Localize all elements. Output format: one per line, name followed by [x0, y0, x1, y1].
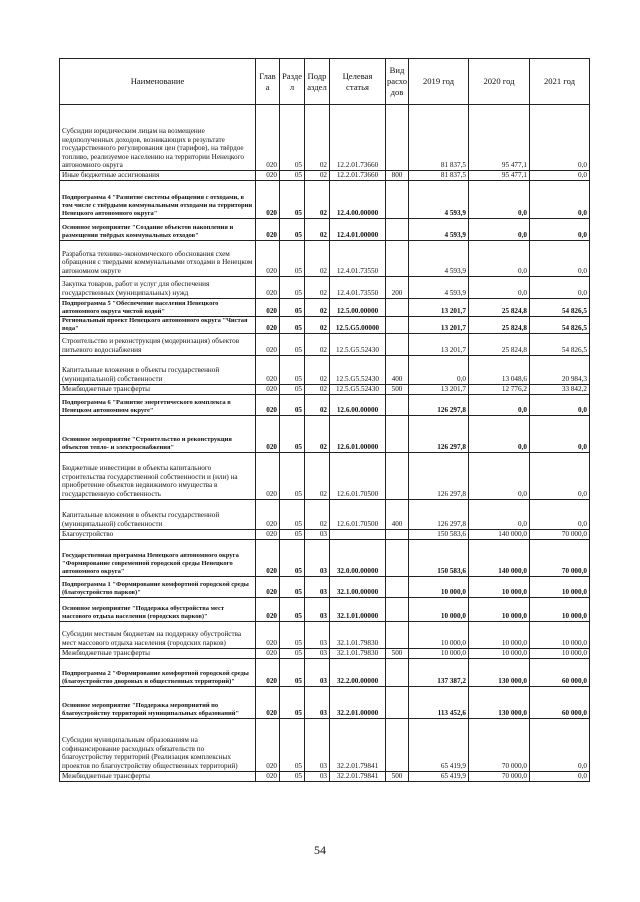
cell-2021: 70 000,0 — [530, 529, 590, 539]
cell-2019: 10 000,0 — [409, 648, 469, 658]
cell-podrazdel: 02 — [305, 452, 330, 499]
cell-razdel: 05 — [280, 452, 305, 499]
cell-2020: 0,0 — [469, 499, 530, 529]
cell-podrazdel: 03 — [305, 539, 330, 576]
cell-2020: 140 000,0 — [469, 529, 530, 539]
cell-target: 32.2.01.00000 — [330, 686, 386, 718]
cell-2020: 0,0 — [469, 276, 530, 298]
table-row — [60, 105, 590, 171]
cell-2021: 0,0 — [530, 499, 590, 529]
cell-name: Подпрограмма 5 "Обеспечение населения Ненецкого автономного округа чистой водой" — [60, 298, 256, 316]
header-podrazdel: Подр аздел — [305, 59, 330, 105]
cell-razdel: 05 — [280, 576, 305, 597]
cell-vid — [386, 452, 409, 499]
cell-vid — [386, 718, 409, 771]
cell-podrazdel: 02 — [305, 180, 330, 218]
cell-name: Межбюджетные трансферты — [60, 771, 256, 781]
cell-2020: 0,0 — [469, 180, 530, 218]
table-row — [60, 394, 590, 415]
cell-name: Основное мероприятие "Создание объектов накопления и размещения твёрдых коммунальных отходов" — [60, 218, 256, 240]
cell-podrazdel: 02 — [305, 333, 330, 355]
cell-2019: 0,0 — [409, 355, 469, 384]
cell-razdel: 05 — [280, 180, 305, 218]
cell-glava: 020 — [256, 240, 280, 276]
header-2021: 2021 год — [530, 59, 590, 105]
table-row — [60, 529, 590, 539]
cell-glava: 020 — [256, 384, 280, 394]
cell-vid — [386, 529, 409, 539]
table-row — [60, 298, 590, 316]
cell-target: 12.2.01.73660 — [330, 105, 386, 171]
cell-name: Основное мероприятие "Поддержка обустройства мест массового отдыха населения (городских парков)" — [60, 597, 256, 621]
cell-podrazdel: 02 — [305, 171, 330, 181]
cell-target: 12.4.01.00000 — [330, 218, 386, 240]
cell-vid: 500 — [386, 384, 409, 394]
table-row — [60, 276, 590, 298]
cell-podrazdel: 02 — [305, 415, 330, 452]
cell-name: Капитальные вложения в объекты государственной (муниципальной) собственности — [60, 355, 256, 384]
cell-2021: 10 000,0 — [530, 576, 590, 597]
cell-glava: 020 — [256, 333, 280, 355]
cell-razdel: 05 — [280, 621, 305, 648]
cell-podrazdel: 03 — [305, 621, 330, 648]
cell-podrazdel: 02 — [305, 276, 330, 298]
cell-razdel: 05 — [280, 316, 305, 333]
cell-2021: 0,0 — [530, 276, 590, 298]
header-vid: Вид расхо дов — [386, 59, 409, 105]
cell-2019: 126 297,8 — [409, 452, 469, 499]
cell-2021: 0,0 — [530, 415, 590, 452]
cell-razdel: 05 — [280, 218, 305, 240]
cell-target: 32.1.00.00000 — [330, 576, 386, 597]
cell-target: 32.2.00.00000 — [330, 658, 386, 686]
table-row — [60, 452, 590, 499]
cell-2021: 54 826,5 — [530, 316, 590, 333]
cell-name: Подпрограмма 4 "Развитие системы обращения с отходами, в том числе с твёрдыми коммунальными отходами на территории Ненецкого автономного округа" — [60, 180, 256, 218]
cell-glava: 020 — [256, 218, 280, 240]
cell-razdel: 05 — [280, 771, 305, 781]
cell-razdel: 05 — [280, 276, 305, 298]
cell-2020: 10 000,0 — [469, 576, 530, 597]
cell-podrazdel: 02 — [305, 499, 330, 529]
cell-podrazdel: 02 — [305, 316, 330, 333]
cell-razdel: 05 — [280, 648, 305, 658]
cell-glava: 020 — [256, 452, 280, 499]
table-row — [60, 539, 590, 576]
cell-glava: 020 — [256, 648, 280, 658]
cell-vid — [386, 218, 409, 240]
cell-podrazdel: 03 — [305, 658, 330, 686]
page-number: 54 — [314, 843, 326, 857]
cell-2020: 0,0 — [469, 218, 530, 240]
cell-podrazdel: 02 — [305, 105, 330, 171]
cell-razdel: 05 — [280, 686, 305, 718]
table-row — [60, 658, 590, 686]
cell-2020: 95 477,1 — [469, 105, 530, 171]
cell-podrazdel: 03 — [305, 771, 330, 781]
cell-name: Иные бюджетные ассигнования — [60, 171, 256, 181]
cell-2019: 10 000,0 — [409, 576, 469, 597]
cell-razdel: 05 — [280, 298, 305, 316]
cell-vid — [386, 394, 409, 415]
cell-target: 12.2.01.73660 — [330, 171, 386, 181]
cell-vid: 200 — [386, 276, 409, 298]
table-row — [60, 621, 590, 648]
table-row — [60, 415, 590, 452]
cell-2020: 10 000,0 — [469, 648, 530, 658]
cell-vid: 500 — [386, 771, 409, 781]
header-2020: 2020 год — [469, 59, 530, 105]
cell-2019: 13 201,7 — [409, 384, 469, 394]
cell-razdel: 05 — [280, 171, 305, 181]
cell-glava: 020 — [256, 499, 280, 529]
cell-razdel: 05 — [280, 415, 305, 452]
cell-2020: 10 000,0 — [469, 597, 530, 621]
cell-podrazdel: 03 — [305, 529, 330, 539]
cell-name: Подпрограмма 6 "Развитие энергетического комплекса в Ненецком автономном округе" — [60, 394, 256, 415]
cell-vid — [386, 105, 409, 171]
cell-2019: 65 419,9 — [409, 771, 469, 781]
cell-2021: 54 826,5 — [530, 298, 590, 316]
cell-target: 32.1.01.79830 — [330, 648, 386, 658]
table-row — [60, 333, 590, 355]
cell-2020: 25 824,8 — [469, 298, 530, 316]
cell-podrazdel: 02 — [305, 240, 330, 276]
cell-glava: 020 — [256, 539, 280, 576]
cell-vid: 800 — [386, 171, 409, 181]
cell-glava: 020 — [256, 180, 280, 218]
table-body — [60, 105, 590, 782]
cell-target — [330, 529, 386, 539]
cell-2020: 130 000,0 — [469, 686, 530, 718]
cell-glava: 020 — [256, 718, 280, 771]
header-2019: 2019 год — [409, 59, 469, 105]
cell-2019: 4 593,9 — [409, 180, 469, 218]
table-row — [60, 355, 590, 384]
cell-podrazdel: 03 — [305, 576, 330, 597]
cell-razdel: 05 — [280, 597, 305, 621]
cell-name: Субсидии местным бюджетам на поддержку обустройства мест массового отдыха населения (городских парков) — [60, 621, 256, 648]
cell-podrazdel: 02 — [305, 384, 330, 394]
cell-vid — [386, 298, 409, 316]
cell-2019: 113 452,6 — [409, 686, 469, 718]
cell-glava: 020 — [256, 529, 280, 539]
cell-2021: 70 000,0 — [530, 539, 590, 576]
cell-vid: 400 — [386, 355, 409, 384]
cell-2019: 126 297,8 — [409, 394, 469, 415]
cell-name: Подпрограмма 1 "Формирование комфортной городской среды (благоустройство парков)" — [60, 576, 256, 597]
cell-name: Основное мероприятие "Строительство и реконструкция объектов тепло- и электроснабжения" — [60, 415, 256, 452]
cell-glava: 020 — [256, 276, 280, 298]
table-row — [60, 576, 590, 597]
cell-podrazdel: 03 — [305, 597, 330, 621]
cell-name: Благоустройство — [60, 529, 256, 539]
cell-razdel: 05 — [280, 499, 305, 529]
cell-2019: 81 837,5 — [409, 105, 469, 171]
cell-vid — [386, 415, 409, 452]
table-row — [60, 771, 590, 781]
cell-name: Основное мероприятие "Поддержка мероприятий по благоустройству территорий муниципальных образований" — [60, 686, 256, 718]
cell-name: Межбюджетные трансферты — [60, 648, 256, 658]
cell-2019: 4 593,9 — [409, 240, 469, 276]
table-row — [60, 648, 590, 658]
cell-target: 12.6.01.00000 — [330, 415, 386, 452]
cell-target: 12.5.G5.52430 — [330, 355, 386, 384]
cell-name: Закупка товаров, работ и услуг для обеспечения государственных (муниципальных) нужд — [60, 276, 256, 298]
cell-name: Субсидии муниципальным образованиям на софинансирование расходных обязательств по благоустройству территорий (Реализация комплексных проектов по благоустройству общественных территорий) — [60, 718, 256, 771]
cell-2019: 65 419,9 — [409, 718, 469, 771]
cell-glava: 020 — [256, 316, 280, 333]
cell-glava: 020 — [256, 621, 280, 648]
cell-2019: 137 387,2 — [409, 658, 469, 686]
header-target: Целевая статья — [330, 59, 386, 105]
cell-2019: 13 201,7 — [409, 298, 469, 316]
cell-target: 12.4.01.73550 — [330, 276, 386, 298]
cell-target: 12.5.G5.00000 — [330, 316, 386, 333]
cell-2020: 0,0 — [469, 452, 530, 499]
cell-podrazdel: 02 — [305, 298, 330, 316]
table-row — [60, 240, 590, 276]
cell-2019: 150 583,6 — [409, 529, 469, 539]
cell-glava: 020 — [256, 658, 280, 686]
cell-name: Строительство и реконструкция (модернизация) объектов питьевого водоснабжения — [60, 333, 256, 355]
cell-2020: 12 776,2 — [469, 384, 530, 394]
cell-podrazdel: 02 — [305, 394, 330, 415]
cell-2021: 33 842,2 — [530, 384, 590, 394]
cell-vid — [386, 333, 409, 355]
cell-2019: 150 583,6 — [409, 539, 469, 576]
cell-name: Региональный проект Ненецкого автономного округа "Чистая вода" — [60, 316, 256, 333]
cell-razdel: 05 — [280, 240, 305, 276]
cell-glava: 020 — [256, 771, 280, 781]
cell-target: 32.1.01.79830 — [330, 621, 386, 648]
cell-name: Государственная программа Ненецкого автономного округа "Формирование современной городской среды Ненецкого автономного округа" — [60, 539, 256, 576]
cell-2021: 60 000,0 — [530, 658, 590, 686]
cell-2019: 81 837,5 — [409, 171, 469, 181]
cell-razdel: 05 — [280, 718, 305, 771]
table-row — [60, 686, 590, 718]
cell-name: Разработка технико-экономического обоснования схем обращения с твердыми коммунальными отходами в Ненецком автономном округе — [60, 240, 256, 276]
cell-glava: 020 — [256, 298, 280, 316]
cell-2020: 70 000,0 — [469, 718, 530, 771]
cell-2020: 95 477,1 — [469, 171, 530, 181]
cell-2020: 0,0 — [469, 394, 530, 415]
cell-vid — [386, 539, 409, 576]
cell-2020: 140 000,0 — [469, 539, 530, 576]
cell-2019: 126 297,8 — [409, 499, 469, 529]
cell-target: 12.4.00.00000 — [330, 180, 386, 218]
cell-2021: 0,0 — [530, 218, 590, 240]
cell-podrazdel: 03 — [305, 686, 330, 718]
cell-glava: 020 — [256, 686, 280, 718]
cell-name: Межбюджетные трансферты — [60, 384, 256, 394]
budget-table — [59, 58, 590, 782]
cell-target: 12.4.01.73550 — [330, 240, 386, 276]
cell-2021: 20 984,3 — [530, 355, 590, 384]
cell-2021: 0,0 — [530, 171, 590, 181]
cell-2019: 4 593,9 — [409, 276, 469, 298]
cell-glava: 020 — [256, 415, 280, 452]
cell-vid — [386, 240, 409, 276]
cell-glava: 020 — [256, 171, 280, 181]
cell-glava: 020 — [256, 394, 280, 415]
cell-2021: 60 000,0 — [530, 686, 590, 718]
cell-2020: 25 824,8 — [469, 316, 530, 333]
cell-2020: 130 000,0 — [469, 658, 530, 686]
cell-vid — [386, 658, 409, 686]
table-header-row — [60, 59, 590, 105]
cell-2021: 0,0 — [530, 718, 590, 771]
cell-2021: 0,0 — [530, 105, 590, 171]
cell-name: Бюджетные инвестиции в объекты капитального строительства государственной собственности и (или) на приобретение объектов недвижимого имущества в государственную собственность — [60, 452, 256, 499]
cell-vid — [386, 597, 409, 621]
cell-razdel: 05 — [280, 394, 305, 415]
cell-vid: 500 — [386, 648, 409, 658]
cell-target: 32.2.01.79841 — [330, 718, 386, 771]
cell-2019: 13 201,7 — [409, 316, 469, 333]
cell-vid: 400 — [386, 499, 409, 529]
cell-2020: 0,0 — [469, 240, 530, 276]
cell-2020: 70 000,0 — [469, 771, 530, 781]
header-name: Наименование — [60, 59, 256, 105]
cell-2021: 10 000,0 — [530, 648, 590, 658]
cell-2021: 0,0 — [530, 240, 590, 276]
table-row — [60, 171, 590, 181]
header-razdel: Разде л — [280, 59, 305, 105]
cell-glava: 020 — [256, 597, 280, 621]
cell-2020: 13 048,6 — [469, 355, 530, 384]
cell-razdel: 05 — [280, 539, 305, 576]
cell-razdel: 05 — [280, 529, 305, 539]
cell-name: Подпрограмма 2 "Формирование комфортной городской среды (благоустройство дворовых и общественных территорий)" — [60, 658, 256, 686]
cell-2021: 10 000,0 — [530, 621, 590, 648]
cell-podrazdel: 02 — [305, 355, 330, 384]
cell-2021: 0,0 — [530, 771, 590, 781]
cell-2021: 10 000,0 — [530, 597, 590, 621]
cell-target: 32.2.01.79841 — [330, 771, 386, 781]
cell-podrazdel: 03 — [305, 648, 330, 658]
cell-target: 12.5.G5.52430 — [330, 333, 386, 355]
cell-2021: 54 826,5 — [530, 333, 590, 355]
cell-vid — [386, 316, 409, 333]
cell-2020: 25 824,8 — [469, 333, 530, 355]
header-glava: Глав а — [256, 59, 280, 105]
cell-2021: 0,0 — [530, 394, 590, 415]
cell-target: 12.6.00.00000 — [330, 394, 386, 415]
cell-target: 12.6.01.70500 — [330, 452, 386, 499]
cell-podrazdel: 02 — [305, 218, 330, 240]
cell-2020: 0,0 — [469, 415, 530, 452]
cell-target: 32.1.01.00000 — [330, 597, 386, 621]
cell-razdel: 05 — [280, 384, 305, 394]
cell-razdel: 05 — [280, 658, 305, 686]
table-row — [60, 218, 590, 240]
cell-2019: 10 000,0 — [409, 597, 469, 621]
table-row — [60, 597, 590, 621]
cell-2021: 0,0 — [530, 452, 590, 499]
cell-name: Капитальные вложения в объекты государственной (муниципальной) собственности — [60, 499, 256, 529]
cell-2019: 10 000,0 — [409, 621, 469, 648]
cell-2021: 0,0 — [530, 180, 590, 218]
cell-glava: 020 — [256, 105, 280, 171]
table-row — [60, 316, 590, 333]
cell-razdel: 05 — [280, 355, 305, 384]
cell-glava: 020 — [256, 576, 280, 597]
cell-glava: 020 — [256, 355, 280, 384]
cell-vid — [386, 180, 409, 218]
cell-target: 32.0.00.00000 — [330, 539, 386, 576]
table-row — [60, 384, 590, 394]
table-row — [60, 180, 590, 218]
cell-2019: 4 593,9 — [409, 218, 469, 240]
cell-podrazdel: 03 — [305, 718, 330, 771]
cell-2019: 126 297,8 — [409, 415, 469, 452]
cell-target: 12.5.G5.52430 — [330, 384, 386, 394]
cell-name: Субсидии юридическим лицам на возмещение недополученных доходов, возникающих в результате государственного регулирования цен (тарифов), на твёрдое топливо, реализуемое населению на территории Ненецкого автономного округа — [60, 105, 256, 171]
cell-vid — [386, 686, 409, 718]
table-row — [60, 718, 590, 771]
cell-razdel: 05 — [280, 333, 305, 355]
cell-vid — [386, 576, 409, 597]
cell-2020: 10 000,0 — [469, 621, 530, 648]
cell-target: 12.6.01.70500 — [330, 499, 386, 529]
cell-vid — [386, 621, 409, 648]
table-row — [60, 499, 590, 529]
cell-target: 12.5.00.00000 — [330, 298, 386, 316]
cell-razdel: 05 — [280, 105, 305, 171]
cell-2019: 13 201,7 — [409, 333, 469, 355]
